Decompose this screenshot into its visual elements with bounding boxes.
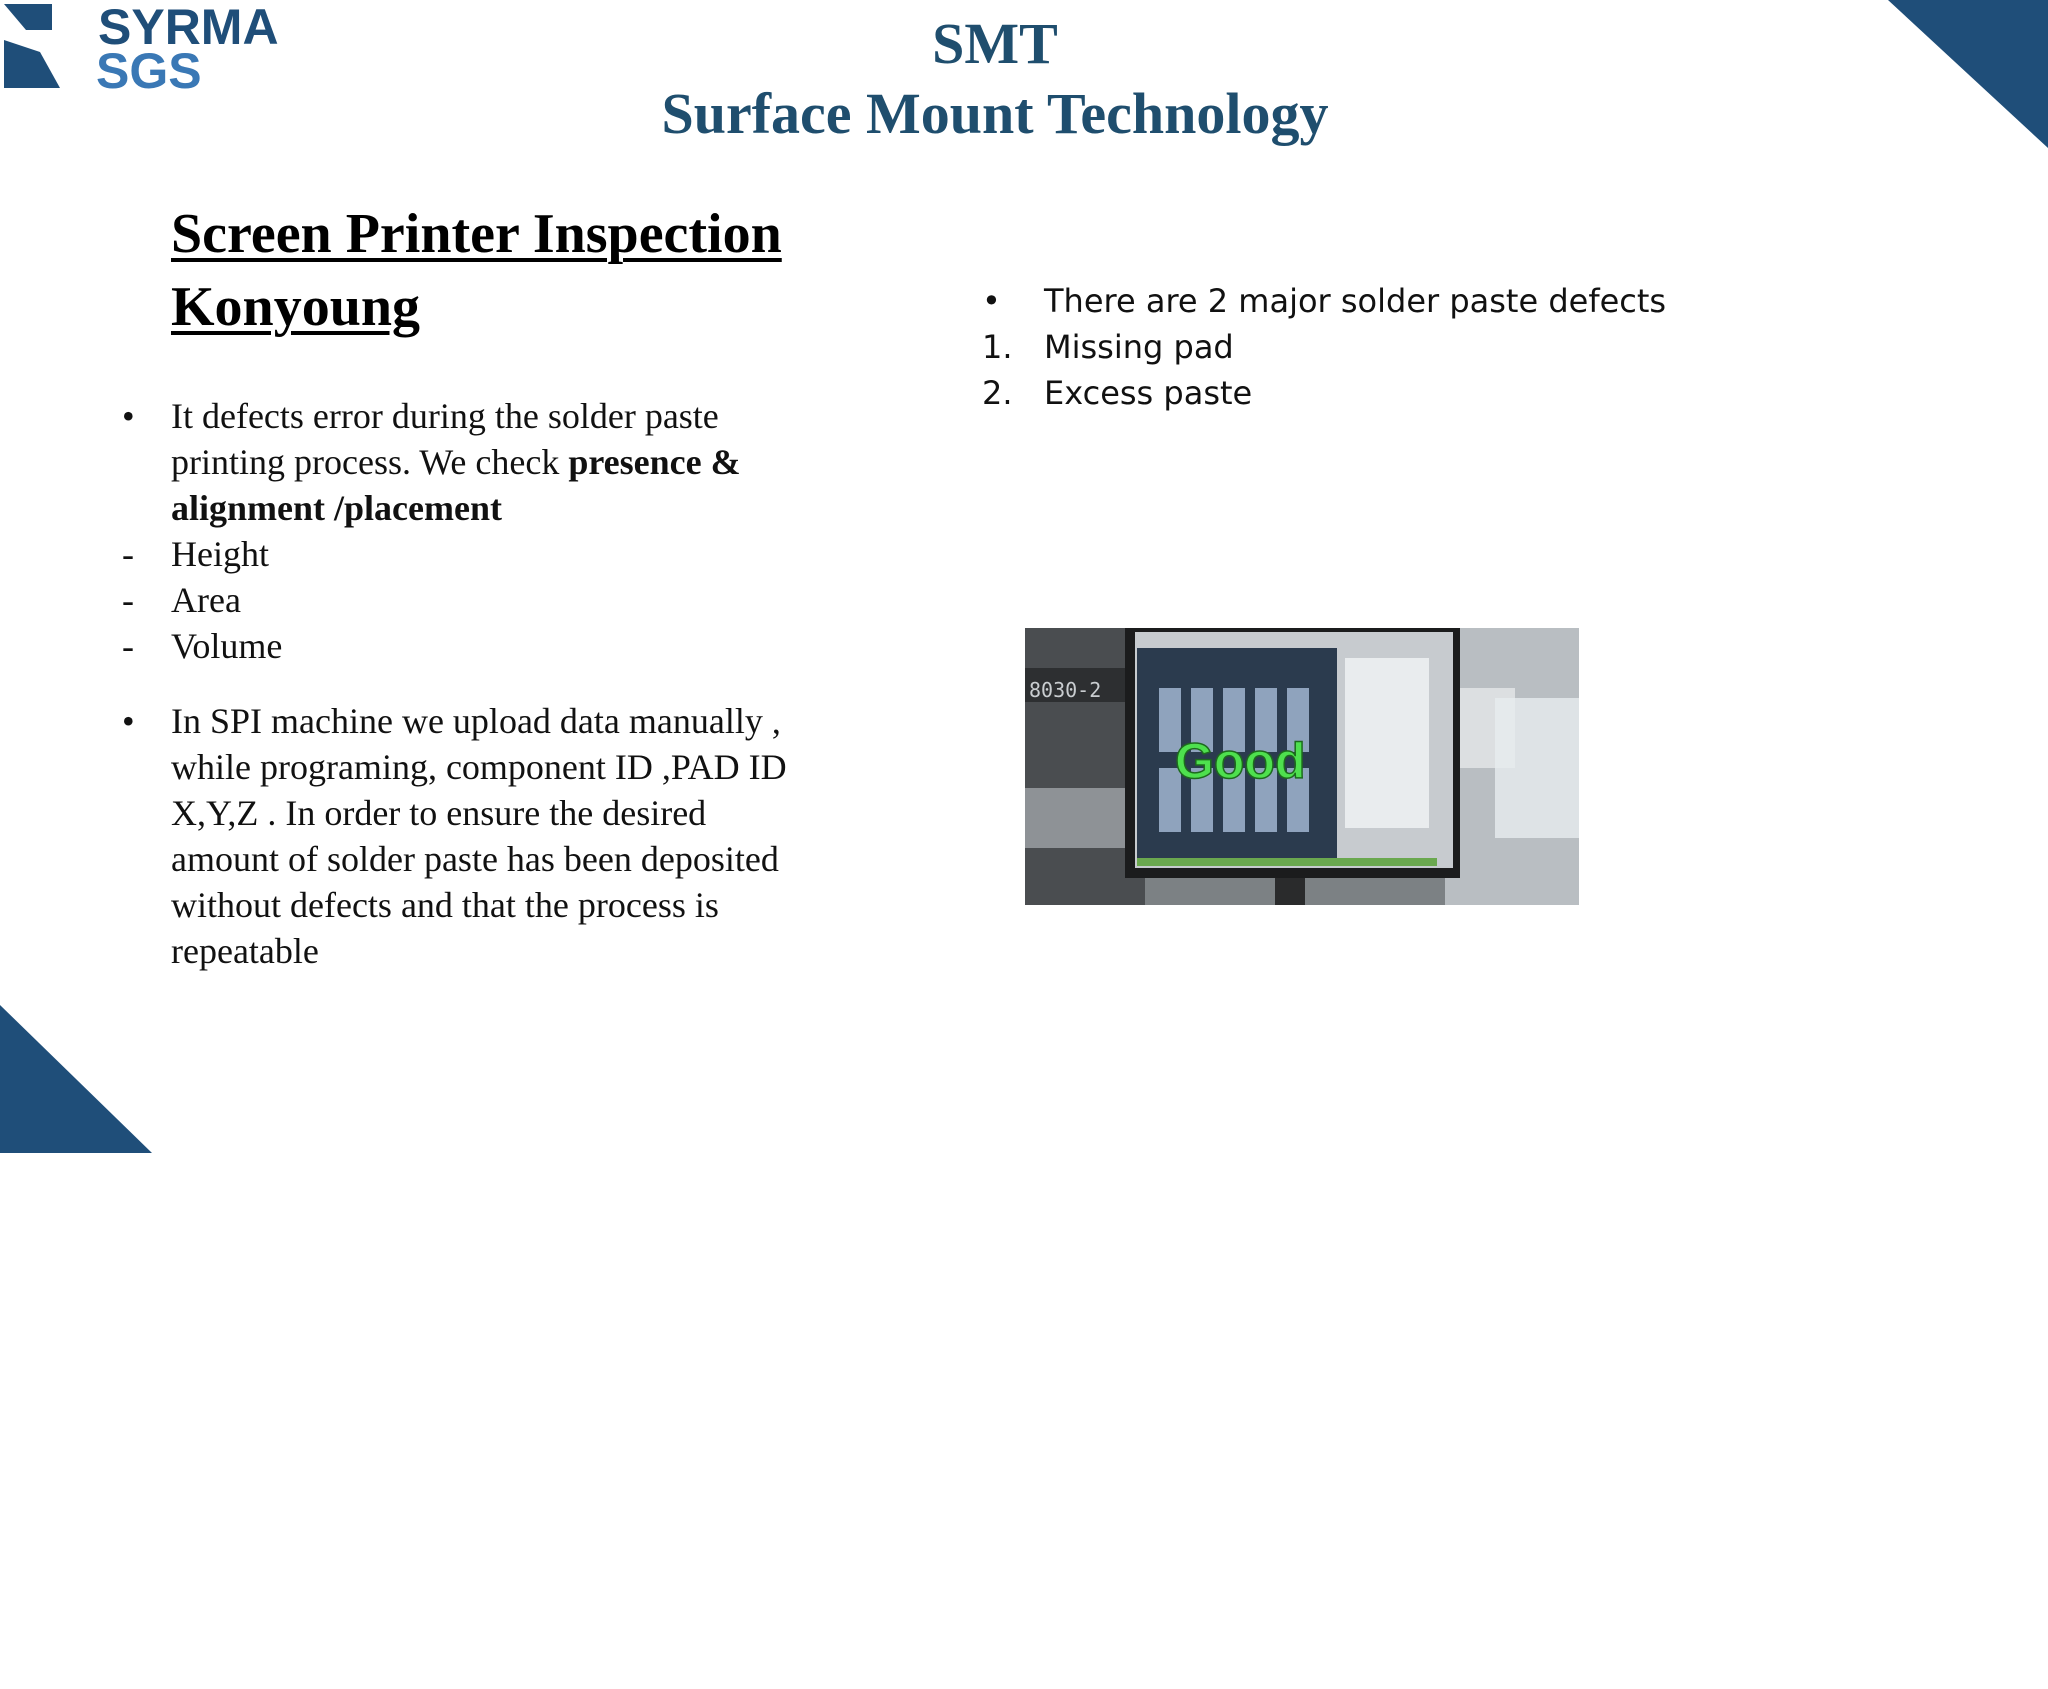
dash-item-height bbox=[122, 531, 842, 577]
bullet-1-line-2 bbox=[171, 439, 842, 485]
corner-decoration-bottom-left bbox=[0, 1005, 152, 1153]
bullet-mark: • bbox=[122, 701, 135, 741]
right-defects-list bbox=[982, 278, 1666, 416]
bullet-1-line-3 bbox=[171, 485, 842, 531]
dash-item-area bbox=[122, 577, 842, 623]
dash-item-text: Area bbox=[171, 580, 241, 620]
number-mark: 1. bbox=[982, 328, 1013, 366]
dash-item-text: Volume bbox=[171, 626, 283, 666]
section-heading bbox=[171, 198, 782, 344]
good-status-text: Good bbox=[1175, 733, 1306, 789]
left-bullet-list bbox=[122, 393, 842, 974]
bullet-mark: • bbox=[982, 282, 1001, 320]
section-heading-line2: Konyoung bbox=[171, 276, 420, 338]
bullet-mark: • bbox=[122, 396, 135, 436]
right-bullet-item bbox=[982, 278, 1666, 324]
dash-mark: - bbox=[122, 626, 134, 666]
bullet-1-line-2-text: printing process. We check bbox=[171, 442, 569, 482]
bullet-2-line: amount of solder paste has been deposited bbox=[171, 839, 779, 879]
slide-title-line2: Surface Mount Technology bbox=[661, 81, 1329, 146]
numbered-item-text: Missing pad bbox=[1044, 328, 1234, 366]
number-mark: 2. bbox=[982, 374, 1013, 412]
bullet-item-2 bbox=[122, 698, 842, 974]
dash-mark: - bbox=[122, 580, 134, 620]
logo-text-bottom: SGS bbox=[96, 43, 202, 99]
right-bullet-text: There are 2 major solder paste defects bbox=[1044, 282, 1667, 320]
bullet-2-line: repeatable bbox=[171, 931, 319, 971]
machine-label: 8030-2 bbox=[1029, 678, 1102, 702]
logo-text-top: SYRMA bbox=[98, 0, 279, 55]
bullet-2-line: without defects and that the process is bbox=[171, 885, 719, 925]
bullet-1-bold-alignment: alignment /placement bbox=[171, 488, 502, 528]
bullet-2-line: X,Y,Z . In order to ensure the desired bbox=[171, 793, 707, 833]
bullet-2-line: In SPI machine we upload data manually , bbox=[171, 701, 781, 741]
slide-title-line1: SMT bbox=[932, 11, 1058, 76]
dash-item-volume bbox=[122, 623, 842, 669]
dash-item-text: Height bbox=[171, 534, 269, 574]
numbered-item-2 bbox=[982, 370, 1666, 416]
bullet-1-bold-presence: presence & bbox=[568, 442, 741, 482]
spi-machine-photo bbox=[1025, 628, 1579, 905]
bullet-1-line-1: It defects error during the solder paste bbox=[171, 396, 719, 436]
dash-mark: - bbox=[122, 534, 134, 574]
numbered-item-1 bbox=[982, 324, 1666, 370]
bullet-item-1 bbox=[122, 393, 842, 531]
bullet-2-line: while programing, component ID ,PAD ID bbox=[171, 747, 787, 787]
section-heading-line1: Screen Printer Inspection bbox=[171, 203, 782, 265]
numbered-item-text: Excess paste bbox=[1044, 374, 1253, 412]
